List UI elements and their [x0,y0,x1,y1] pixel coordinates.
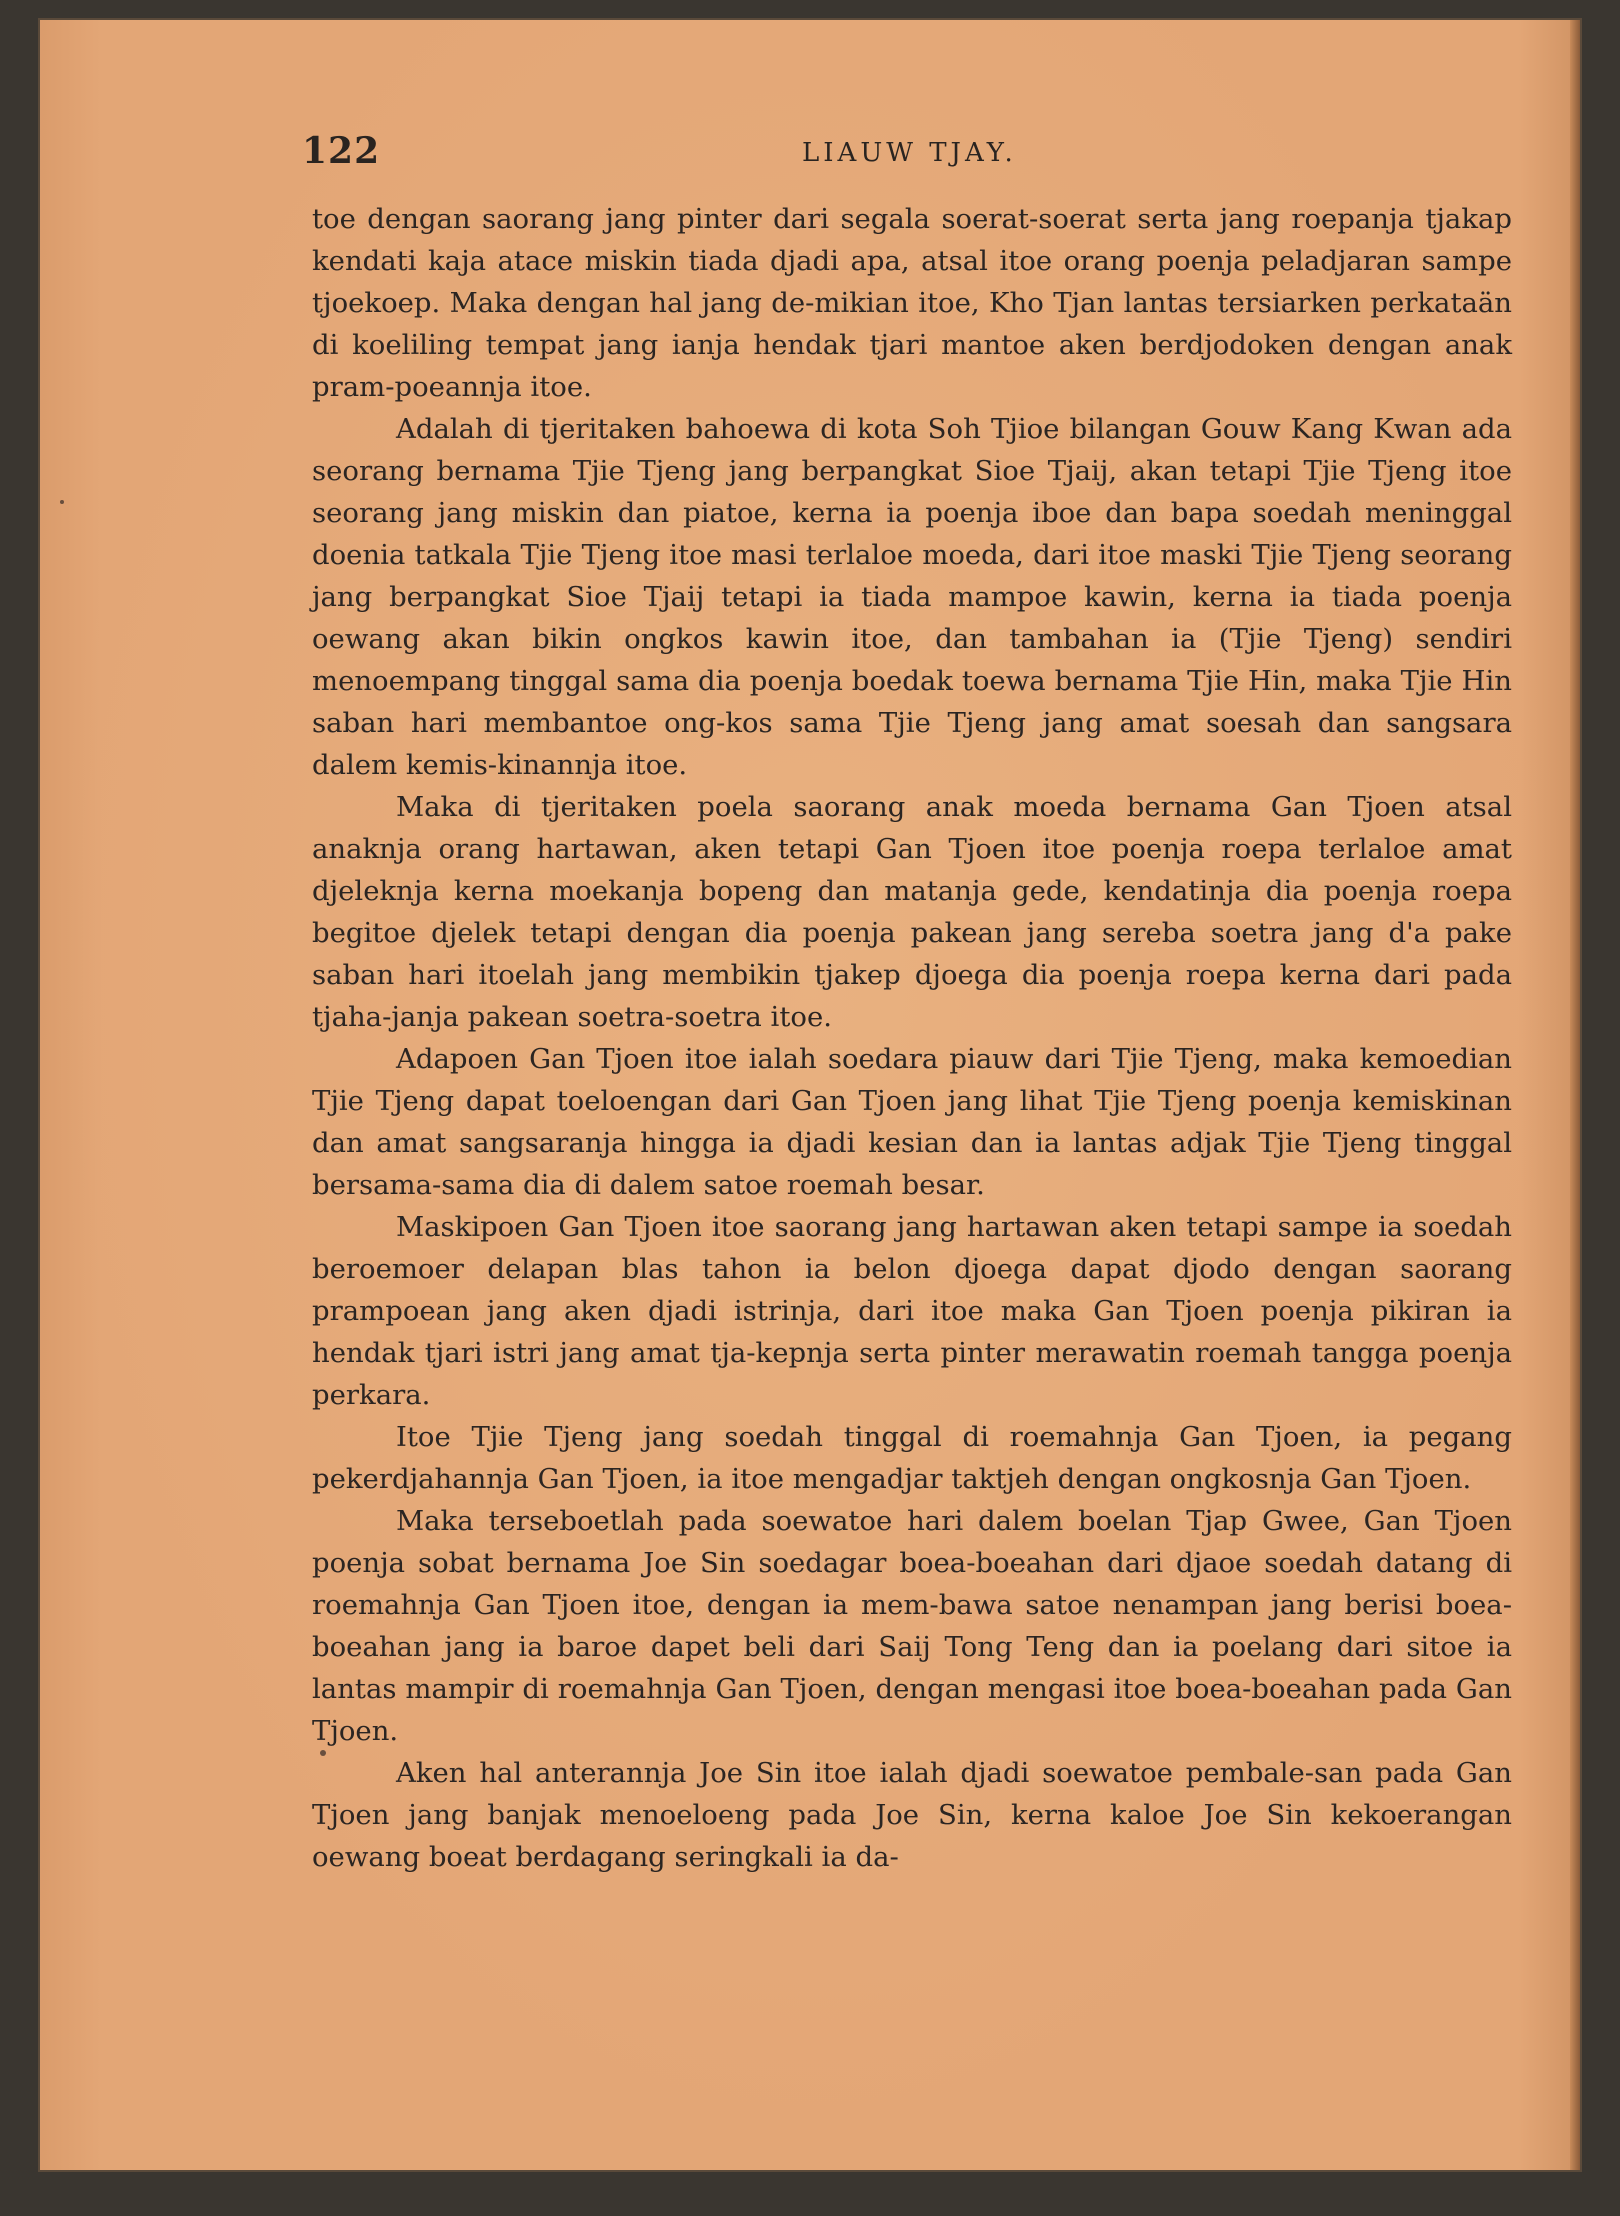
page-header [302,130,1572,178]
paragraph: Itoe Tjie Tjeng jang soedah tinggal di roemahnja Gan Tjoen, ia pegang pekerdjahannja Gan Tjoen, ia itoe mengadjar taktjeh dengan ongkosnja Gan Tjoen. [312,1421,1512,1495]
paragraph: Maskipoen Gan Tjoen itoe saorang jang hartawan aken tetapi sampe ia soedah beroemoer delapan blas tahon ia belon djoega dapat djodo dengan saorang prampoean jang aken djadi istrinja, dari itoe maka Gan Tjoen poenja pikiran ia hendak tjari istri jang amat tja-kepnja serta pinter merawatin roemah tangga poenja perkara. [312,1211,1512,1411]
paragraph: Adalah di tjeritaken bahoewa di kota Soh Tjioe bilangan Gouw Kang Kwan ada seorang bernama Tjie Tjeng jang berpangkat Sioe Tjaij, akan tetapi Tjie Tjeng itoe seorang jang miskin dan piatoe, kerna ia poenja iboe dan bapa soedah meninggal doenia tatkala Tjie Tjeng itoe masi terlaloe moeda, dari itoe maski Tjie Tjeng seorang jang berpangkat Sioe Tjaij tetapi ia tiada mampoe kawin, kerna ia tiada poenja oewang akan bikin ongkos kawin itoe, dan tambahan ia (Tjie Tjeng) sendiri menoempang tinggal sama dia poenja boedak toewa bernama Tjie Hin, maka Tjie Hin saban hari membantoe ong-kos sama Tjie Tjeng jang amat soesah dan sangsara dalem kemis-kinannja itoe. [312,413,1512,781]
paragraph: Maka di tjeritaken poela saorang anak moeda bernama Gan Tjoen atsal anaknja orang hartawan, aken tetapi Gan Tjoen itoe poenja roepa terlaloe amat djeleknja kerna moekanja bopeng dan matanja gede, kendatinja dia poenja roepa begitoe djelek tetapi dengan dia poenja pakean jang sereba soetra jang d'a pake saban hari itoelah jang membikin tjakep djoega dia poenja roepa kerna dari pada tjaha-janja pakean soetra-soetra itoe. [312,791,1512,1033]
ink-speck [60,500,64,504]
paragraph: Adapoen Gan Tjoen itoe ialah soedara piauw dari Tjie Tjeng, maka kemoedian Tjie Tjeng dapat toeloengan dari Gan Tjoen jang lihat Tjie Tjeng poenja kemiskinan dan amat sangsaranja hingga ia djadi kesian dan ia lantas adjak Tjie Tjeng tinggal bersama-sama dia di dalem satoe roemah besar. [312,1043,1512,1201]
paragraph: Aken hal anterannja Joe Sin itoe ialah djadi soewatoe pembale-san pada Gan Tjoen jang banjak menoeloeng pada Joe Sin, kerna kaloe Joe Sin kekoerangan oewang boeat berdagang seringkali ia da- [312,1757,1512,1873]
page-number: 122 [302,130,381,172]
running-head: LIAUW TJAY. [802,138,1017,168]
page-edge [1570,20,1580,2170]
paragraph: toe dengan saorang jang pinter dari segala soerat-soerat serta jang roepanja tjakap kendati kaja atace miskin tiada djadi apa, atsal itoe orang poenja peladjaran sampe tjoekoep. Maka dengan hal jang de-mikian itoe, Kho Tjan lantas tersiarken perkataän di koeliling tempat jang ianja hendak tjari mantoe aken berdjodoken dengan anak pram-poeannja itoe. [312,203,1512,403]
body-text [312,198,1512,1878]
paragraph: Maka terseboetlah pada soewatoe hari dalem boelan Tjap Gwee, Gan Tjoen poenja sobat bernama Joe Sin soedagar boea-boeahan dari djaoe soedah datang di roemahnja Gan Tjoen itoe, dengan ia mem-bawa satoe nenampan jang berisi boea-boeahan jang ia baroe dapet beli dari Saij Tong Teng dan ia poelang dari sitoe ia lantas mampir di roemahnja Gan Tjoen, dengan mengasi itoe boea-boeahan pada Gan Tjoen. [312,1505,1512,1747]
ink-speck [320,1750,326,1756]
